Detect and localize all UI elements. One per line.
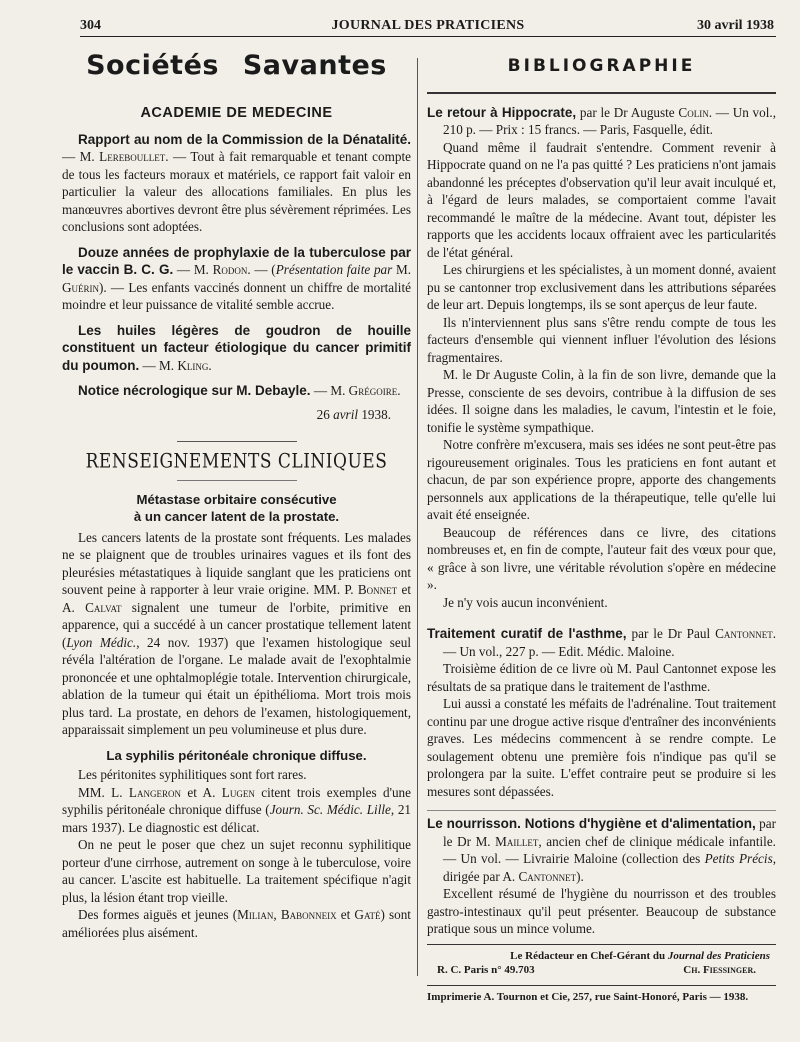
syphilis-paragraph-4: [62, 906, 411, 941]
right-column: [427, 52, 776, 1004]
date-month: avril: [333, 406, 359, 422]
heading-line: à un cancer latent de la prostate.: [133, 508, 340, 524]
text-fragment: — M.: [310, 383, 349, 398]
printer-line: Imprimerie A. Tournon et Cie, 257, rue Saint-Honoré, Paris — 1938.: [427, 985, 776, 1004]
book-title: Le retour à Hippocrate,: [427, 104, 577, 120]
heading-line: Métastase orbitaire consécutive: [136, 491, 337, 507]
section-title-bibliographie: BIBLIOGRAPHIE: [507, 56, 696, 76]
item-lead: Rapport au nom de la Commission de la Dénatalité.: [78, 131, 411, 147]
session-date: [62, 406, 411, 424]
metastase-paragraph: [62, 529, 411, 739]
journal-reference: Lyon Médic.: [66, 634, 137, 650]
text-fragment: citent trois exemples d'une syphilis péritonéale chronique diffuse (: [62, 784, 411, 817]
text-fragment: — M.: [173, 262, 213, 277]
text-fragment: Le Rédacteur en Chef-Gérant du: [510, 949, 668, 962]
text-fragment: — M.: [62, 149, 100, 164]
review-paragraph: Les chirurgiens et les spécialistes, à un moment donné, avaient pu se cantonner trop exclusivement dans les attributions séparées de leur art. Depuis longtemps, ils se sont aperçus de leur faute.: [427, 262, 776, 312]
academie-item-3: [62, 322, 411, 375]
academie-item-2: [62, 244, 411, 314]
author-name: Bonnet: [357, 582, 398, 597]
section-title-renseignements: RENSEIGNEMENTS CLINIQUES: [85, 450, 388, 474]
date-year: 1938.: [358, 406, 391, 422]
date-day: 26: [316, 406, 334, 422]
text-fragment: ).: [576, 868, 584, 884]
text-fragment: , dirigée par A.: [443, 851, 776, 884]
book-info: , ancien chef de clinique médicale infantile. — Un vol. — Livrairie Maloine (collection des: [443, 833, 776, 866]
review-paragraph: Quand même il faudrait s'entendre. Comment revenir à Hippocrate quand on ne l'a pas quitté ? Les praticiens n'ont jamais abandonné les préceptes d'observation qu'il leur avait inculqué et, à l'égard de leurs malades, se comportaient comme l'avait recommandé le maître de la médecine. Avant tout, dépister les rapports que les accidents locaux offraient avec les particularités de l'état général.: [427, 139, 776, 260]
column-divider: [417, 58, 418, 976]
book-title: Traitement curatif de l'asthme,: [427, 626, 627, 641]
author-name: Maillet: [495, 833, 539, 849]
syphilis-paragraph-2: [62, 784, 411, 837]
academie-item-4: [62, 382, 411, 400]
text-fragment: , 21 mars 1937). Le diagnostic est délicat.: [62, 802, 412, 835]
review-paragraph: Lui aussi a constaté les méfaits de l'adrénaline. Tout traitement continu par une drogue active risque d'entraîner des inconvénients graves. Les médecins commencent à se rendre compte. Le soulagement obtenu une première fois n'indique pas qu'il se prolongera par la suite. L'effet contraire peut se produire si les mesures sont dépassées.: [427, 696, 776, 799]
academie-item-1: [62, 131, 411, 236]
text-fragment: Des formes aiguës et jeunes (: [78, 907, 238, 922]
review-paragraph: Beaucoup de références dans ce livre, des citations nombreuses et, en fin de compte, l'auteur fait des vœux pour que, « grâce à son livre, une véritable révolution s'opère en médecine ».: [427, 524, 776, 592]
author-name: Gaté: [354, 907, 381, 922]
author-name: Colin: [678, 104, 709, 120]
journal-title: JOURNAL DES PRATICIENS: [331, 18, 525, 33]
review-paragraph: Ils n'interviennent plus sans s'être rendu compte de tous les facteurs d'ensemble qui viennent influer l'évolution des lésions fragmentaires.: [427, 314, 776, 365]
collection-name: Petits Précis: [704, 851, 773, 866]
book-review-hippocrate: [427, 139, 776, 612]
section-separator: [177, 441, 297, 442]
author-name: Rodon: [212, 262, 248, 277]
item-text: ). — Les enfants vaccinés donnent un chiffre de mortalité moindre et leur puissance de vitalité semble accrue.: [62, 279, 411, 312]
text-fragment: MM. L.: [78, 784, 129, 800]
review-paragraph: Troisième édition de ce livre où M. Paul Cantonnet expose les résultats de sa pratique dans le traitement de l'asthme.: [427, 661, 776, 694]
left-column: [62, 52, 411, 941]
text-fragment: ) sont améliorées plus aisément.: [62, 907, 411, 940]
editor-line: [427, 949, 776, 963]
journal-reference: Journ. Sc. Médic. Lille: [269, 802, 391, 817]
author-name: Cantonnet: [715, 626, 773, 641]
author-name: Grégoire: [348, 383, 398, 398]
item-text: . — Tout à fait remarquable et tenant compte de tous les facteurs moraux et matériels, ce rapport fait valoir en particulier la valeur des allocations familiales. En plus les manœuvres abortives devront être plus sévèrement réprimées. Les conclusions sont adoptées.: [62, 149, 411, 234]
author-name: Lugen: [221, 784, 255, 800]
text-fragment: .: [208, 357, 212, 373]
syphilis-paragraph-1: Les péritonites syphilitiques sont fort rares.: [78, 767, 307, 782]
book-review-nourrisson: [427, 885, 776, 938]
editor-name: Ch. Fiessinger.: [683, 963, 756, 976]
text-fragment: signalent une tumeur de l'orbite, primitive en apparence, qui a succédé à un cancer prostatique tellement latent (: [62, 599, 411, 650]
book-entry-hippocrate: [427, 104, 776, 139]
author-name: Kling: [177, 357, 209, 373]
item-lead: Les huiles légères de goudron de houille constituent un facteur étiologique du cancer primitif du poumon.: [62, 322, 411, 373]
text-fragment: et: [336, 907, 355, 922]
text-fragment: , 24 nov. 1937) que l'examen histologique seul révéla l'altération de l'organe. Le malade avait de l'exophtalmie prononcée et une ophtalmoplégie totale. Intervention chirurgicale, ablation de la tumeur qui était un épithélioma. Mort trois mois plus tard. La prostate, en dehors de l'examen, histologiquement, apparaissait simplement un peu volumineuse et plus dure.: [62, 634, 411, 737]
page-footer: [427, 944, 776, 1004]
academie-heading: ACADEMIE DE MEDECINE: [140, 105, 333, 121]
book-info: . — Un vol., 227 p. — Edit. Médic. Maloine.: [443, 626, 776, 659]
italic-text: Présentation faite par: [275, 262, 393, 277]
article-heading-syphilis: La syphilis péritonéale chronique diffuse.: [106, 747, 367, 763]
author-name: Calvat: [85, 599, 122, 615]
author-name: Cantonnet: [518, 868, 577, 884]
article-heading-metastase: [62, 491, 411, 525]
book-info: . — Un vol., 210 p. — Prix : 15 francs. — Paris, Fasquelle, édit.: [443, 104, 776, 137]
author-name: Guérin: [62, 279, 100, 295]
book-entry-asthme: [427, 625, 776, 660]
author-name: Lereboullet: [99, 149, 166, 164]
text-fragment: — M.: [139, 357, 178, 373]
section-title-societes: Sociétés Savantes: [86, 50, 387, 81]
issue-date: 30 avril 1938: [697, 18, 774, 33]
page-header: [80, 16, 776, 37]
heading-rule: [427, 92, 776, 94]
text-fragment: et A.: [62, 582, 411, 615]
entry-separator: [427, 810, 776, 811]
book-entry-nourrisson: [427, 815, 776, 885]
syphilis-paragraph-3: On ne peut le poser que chez un sujet reconnu syphilitique porteur d'une cirrhose, autrement on songe à le tuberculose, voire au cancer. L'ascite est habituelle. La traitement spécifique n'agit plus, la lésion étant trop vieille.: [62, 837, 411, 905]
text-fragment: et A.: [180, 784, 222, 800]
book-title: Le nourrisson. Notions d'hygiène et d'alimentation,: [427, 816, 756, 831]
text-fragment: Les cancers latents de la prostate sont fréquents. Les malades ne se plaignent que de troubles urinaires vagues et ils font des pleurésies métastatiques à liquide sanglant que les praticiens ont souvent peine à rapporter à leur vraie origine. MM. P.: [62, 529, 411, 597]
item-lead: Notice nécrologique sur M. Debayle.: [78, 383, 311, 398]
review-paragraph: Excellent résumé de l'hygiène du nourrisson et des troubles gastro-intestinaux qu'il peut présenter. Beaucoup de substance pratique sous un mince volume.: [427, 886, 776, 936]
review-paragraph: Je n'y vois aucun inconvénient.: [443, 594, 608, 610]
item-lead: Douze années de prophylaxie de la tuberculose par le vaccin B. C. G.: [62, 244, 411, 277]
review-paragraph: Notre confrère m'excusera, mais ses idées ne sont peut-être pas rigoureusement originales. Tous les praticiens en font autant et chacun, de par son expérience propre, apporte des changements personnels aux applications de la thérapeutique, telle qu'elle lui avait été enseignée.: [427, 437, 776, 522]
text-fragment: . — (: [247, 262, 276, 277]
review-paragraph: M. le Dr Auguste Colin, à la fin de son livre, demande que la Presse, consciente de ses devoirs, contribue à la diffusion de ses idées. Il soigne dans les maladies, le cavum, l'intestin et le foie, tonifie le système sympathique.: [427, 367, 776, 435]
text-fragment: .: [397, 383, 401, 398]
text-fragment: par le Dr Paul: [626, 626, 716, 641]
page-number: 304: [80, 18, 101, 33]
heading-rule: [177, 480, 297, 481]
registration-line: [427, 963, 776, 977]
author-name: Milian, Babonneix: [237, 907, 337, 922]
text-fragment: par le Dr M.: [443, 816, 776, 849]
text-fragment: par le Dr Auguste: [576, 104, 679, 120]
book-review-asthme: [427, 660, 776, 800]
author-name: Langeron: [128, 784, 181, 800]
registration-number: R. C. Paris n° 49.703: [437, 963, 535, 976]
text-fragment: M.: [392, 262, 412, 277]
journal-name: Journal des Praticiens: [667, 949, 770, 962]
